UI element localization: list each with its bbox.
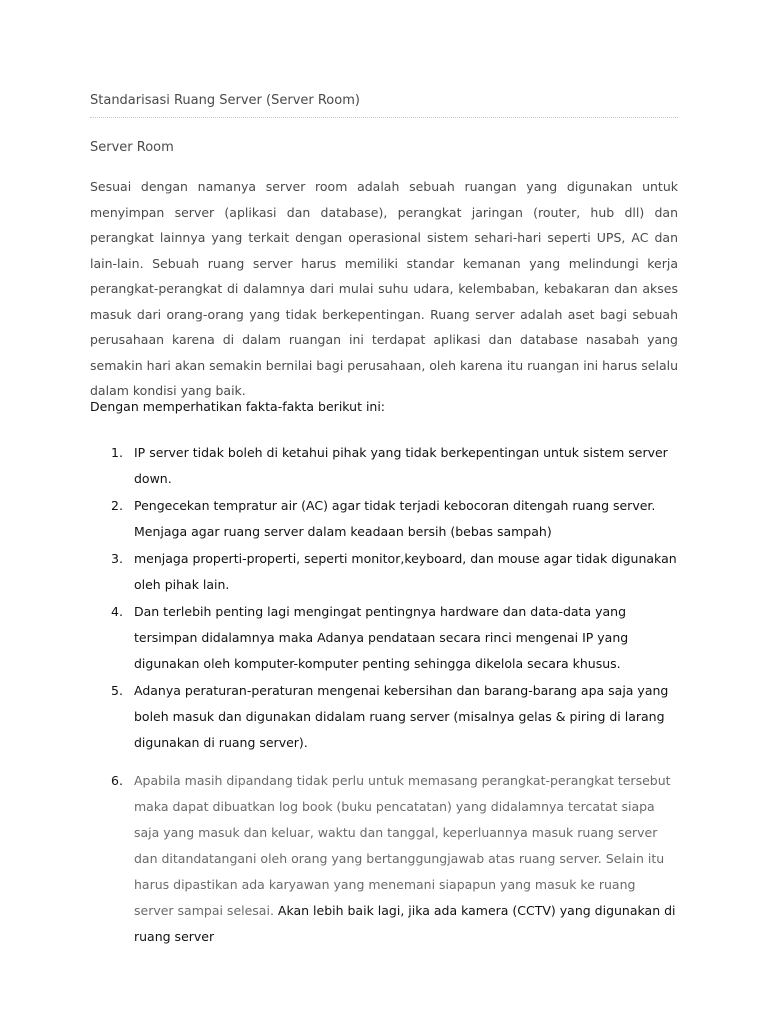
list-item (90, 440, 678, 492)
list-item-text-emphasis: Akan lebih baik lagi, jika ada kamera (CCTV) yang digunakan di ruang server (134, 903, 676, 944)
list-item-text (134, 768, 678, 950)
list-item-number: 4. (111, 604, 123, 619)
list-item-number: 2. (111, 498, 123, 513)
list-item-number: 3. (111, 551, 123, 566)
intro-paragraph: Sesuai dengan namanya server room adalah sebuah ruangan yang digunakan untuk menyimpan server (aplikasi dan database), perangkat jaringan (router, hub dll) dan perangkat lainnya yang terkait dengan operasional sistem sehari-hari seperti UPS, AC dan lain-lain. Sebuah ruang server harus memiliki standar kemanan yang melindungi kerja perangkat-perangkat di dalamnya dari mulai suhu udara, kelembaban, kebakaran dan akses masuk dari orang-orang yang tidak berkepentingan. Ruang server adalah aset bagi sebuah perusahaan karena di dalam ruangan ini terdapat aplikasi dan database nasabah yang semakin hari akan semakin bernilai bagi perusahaan, oleh karena itu ruangan ini harus selalu dalam kondisi yang baik. (90, 179, 678, 398)
section-heading: Server Room (90, 140, 174, 155)
list-item (90, 599, 678, 677)
list-item-number: 6. (111, 773, 123, 788)
list-item (90, 768, 678, 950)
list-item-text: Pengecekan tempratur air (AC) agar tidak terjadi kebocoran ditengah ruang server. Menjaga agar ruang server dalam keadaan bersih (bebas sampah) (134, 498, 656, 539)
list-item-text: IP server tidak boleh di ketahui pihak yang tidak berkepentingan untuk sistem server down. (134, 445, 668, 486)
document-title: Standarisasi Ruang Server (Server Room) (90, 93, 360, 108)
list-item-text: Adanya peraturan-peraturan mengenai kebersihan dan barang-barang apa saja yang boleh masuk dan digunakan didalam ruang server (misalnya gelas & piring di larang digunakan di ruang server). (134, 683, 669, 750)
facts-list (90, 440, 678, 951)
list-item-text: menjaga properti-properti, seperti monitor,keyboard, dan mouse agar tidak digunakan oleh pihak lain. (134, 551, 677, 592)
list-item (90, 546, 678, 598)
list-item-text: Dan terlebih penting lagi mengingat pentingnya hardware dan data-data yang tersimpan didalamnya maka Adanya pendataan secara rinci mengenai IP yang digunakan oleh komputer-komputer penting sehingga dikelola secara khusus. (134, 604, 629, 671)
list-item-number: 1. (111, 445, 123, 460)
title-divider (90, 117, 678, 118)
list-item-text-muted: Apabila masih dipandang tidak perlu untuk memasang perangkat-perangkat tersebut maka dapat dibuatkan log book (buku pencatatan) yang didalamnya tercatat siapa saja yang masuk dan keluar, waktu dan tanggal, keperluannya masuk ruang server dan ditandatangani oleh orang yang bertanggungjawab atas ruang server. Selain itu harus dipastikan ada karyawan yang menemani siapapun yang masuk ke ruang server sampai selesai. (134, 773, 671, 918)
list-item (90, 493, 678, 545)
lead-sentence: Dengan memperhatikan fakta-fakta berikut ini: (90, 399, 386, 414)
list-item (90, 678, 678, 756)
list-item-number: 5. (111, 683, 123, 698)
